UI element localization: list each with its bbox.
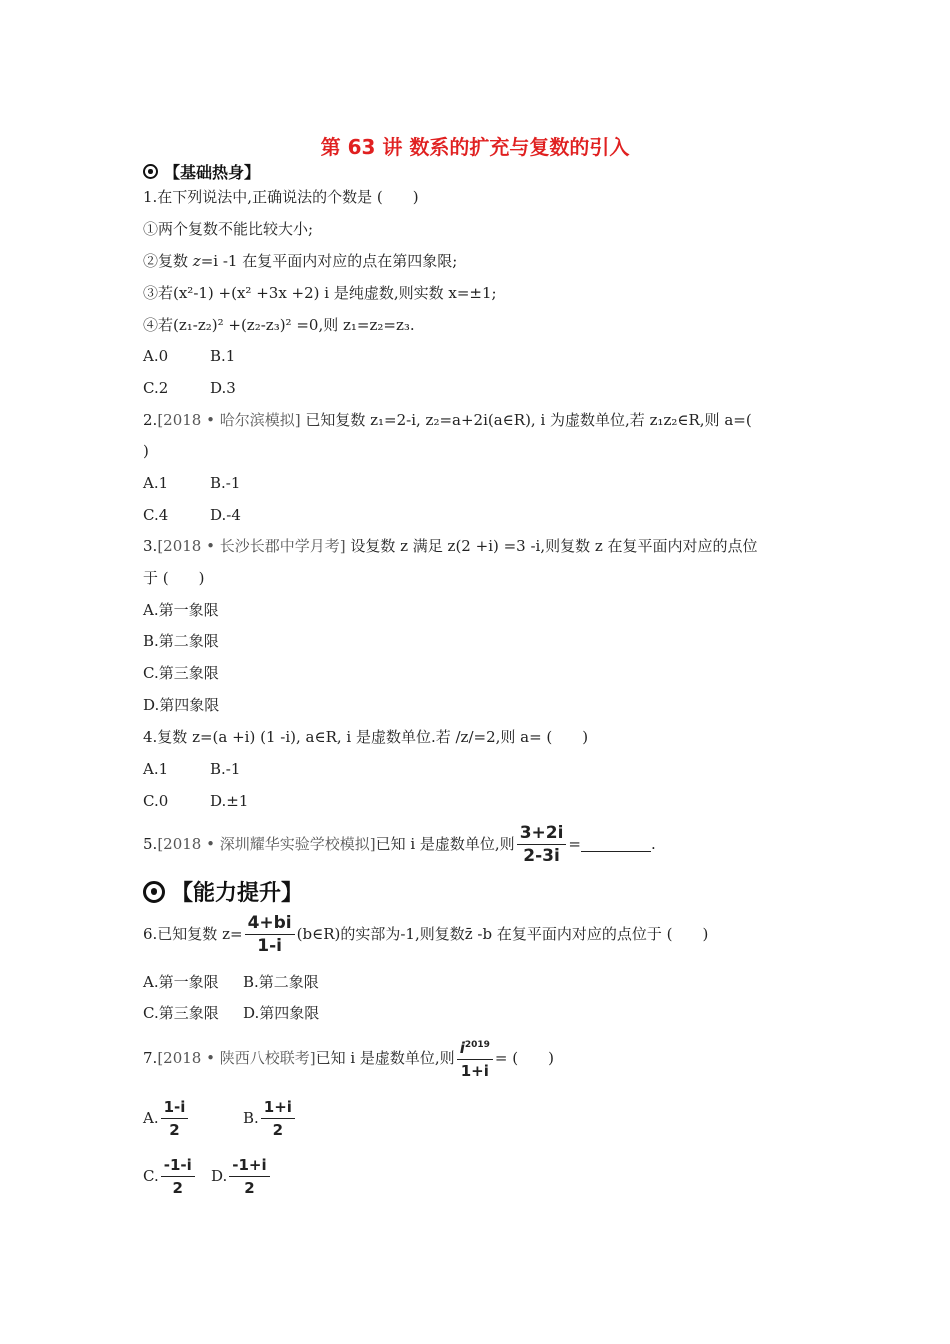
q4-option-c: C.0 (143, 792, 169, 810)
q2-stem-cont: ) (143, 442, 149, 460)
bullseye-icon (143, 881, 165, 903)
q2-options-row-2 (143, 505, 241, 525)
q2-stem: 2.[2018 • 哈尔滨模拟] 已知复数 z₁=2-i, z₂=a+2i(a∈R), i 为虚数单位,若 z₁z₂∈R,则 a=( (143, 411, 752, 429)
q7-option-d: D. $\frac{-1+i}{2}$ (211, 1152, 272, 1200)
q3-option-b: B.第二象限 (143, 632, 219, 650)
q7-option-b: B. $\frac{1+i}{2}$ (243, 1094, 297, 1142)
q2-option-b: B.-1 (210, 474, 241, 492)
q7-option-c-fraction: $\frac{-1-i}{2}$ (161, 1154, 195, 1199)
q3-option-c: C.第三象限 (143, 664, 219, 682)
q7-option-c: C. $\frac{-1-i}{2}$ (143, 1152, 211, 1200)
q5-fraction: $\frac{3+2i}{2-3i}$ (517, 822, 567, 867)
q5-stem: 5. [2018 • 深圳耀华实验学校模拟] 已知 i 是虚数单位,则 $\frac{3+2i}{2-3i}$ = . (143, 820, 656, 868)
q5-source: [2018 • 深圳耀华实验学校模拟] (157, 835, 376, 853)
q6-options-row-2 (143, 1003, 319, 1023)
q6-option-a: A.第一象限 (143, 973, 219, 991)
q3-source: [2018 • 长沙长郡中学月考] (157, 537, 346, 555)
q7-stem: 7. [2018 • 陕西八校联考] 已知 i 是虚数单位,则 $\frac{i^{2019}}{1+i}$ = ( ) (143, 1034, 554, 1082)
q1-statement-1: ①两个复数不能比较大小; (143, 220, 314, 238)
q3-stem-cont: 于 ( ) (143, 569, 205, 587)
q4-option-b: B.-1 (210, 760, 241, 778)
q4-stem: 4.复数 z=(a +i) (1 -i), a∈R, i 是虚数单位.若 /z/=2,则 a= ( ) (143, 728, 589, 746)
q7-options-row-2 (143, 1152, 272, 1200)
q1-option-c: C.2 (143, 379, 169, 397)
q1-statement-3: ③若(x²-1) +(x² +3x +2) i 是纯虚数,则实数 x=±1; (143, 284, 497, 302)
q7-option-b-fraction: $\frac{1+i}{2}$ (261, 1096, 295, 1141)
page-title: 第 63 讲 数系的扩充与复数的引入 (320, 135, 630, 159)
q4-options-row-2 (143, 791, 248, 811)
q6-stem: 6.已知复数 z= $\frac{4+bi}{1-i}$ (b∈R)的实部为-1,则复数z̄ -b 在复平面内对应的点位于 ( ) (143, 912, 709, 956)
q1-option-b: B.1 (210, 347, 236, 365)
q6-options-row-1 (143, 972, 319, 992)
q1-stem: 1.在下列说法中,正确说法的个数是 ( ) (143, 188, 419, 206)
q7-option-a: A. $\frac{1-i}{2}$ (143, 1094, 243, 1142)
q2-source: [2018 • 哈尔滨模拟] (157, 411, 301, 429)
q3-stem: 3.[2018 • 长沙长郡中学月考] 设复数 z 满足 z(2 +i) =3 -i,则复数 z 在复平面内对应的点位 (143, 537, 758, 555)
section-advanced-label: 【能力提升】 (171, 881, 304, 906)
q2-option-c: C.4 (143, 506, 169, 524)
q7-options-row-1 (143, 1094, 297, 1142)
q6-option-c: C.第三象限 (143, 1004, 219, 1022)
q1-statement-4: ④若(z₁-z₂)² +(z₂-z₃)² =0,则 z₁=z₂=z₃. (143, 316, 415, 334)
section-basic-label: 【基础热身】 (164, 163, 261, 182)
q7-option-a-fraction: $\frac{1-i}{2}$ (161, 1096, 189, 1141)
q5-answer-blank (581, 837, 651, 852)
q1-option-a: A.0 (143, 347, 169, 365)
q2-option-a: A.1 (143, 474, 169, 492)
section-basic-heading (143, 160, 260, 183)
section-advanced-heading (143, 876, 303, 907)
q7-fraction: $\frac{i^{2019}}{1+i}$ (457, 1034, 493, 1082)
q1-option-d: D.3 (210, 379, 236, 397)
q6-option-d: D.第四象限 (243, 1004, 320, 1022)
q4-options-row-1 (143, 759, 240, 779)
q2-options-row-1 (143, 473, 240, 493)
q6-fraction: $\frac{4+bi}{1-i}$ (245, 912, 295, 957)
q1-statement-2: ②复数 z=i -1 在复平面内对应的点在第四象限; (143, 252, 458, 270)
bullseye-icon (143, 164, 158, 179)
q2-option-d: D.-4 (210, 506, 241, 524)
q4-option-a: A.1 (143, 760, 169, 778)
q7-source: [2018 • 陕西八校联考] (157, 1049, 316, 1067)
q3-option-d: D.第四象限 (143, 696, 220, 714)
q1-options-row-2 (143, 378, 236, 398)
q7-option-d-fraction: $\frac{-1+i}{2}$ (229, 1154, 269, 1199)
q3-option-a: A.第一象限 (143, 601, 219, 619)
q1-options-row-1 (143, 346, 235, 366)
q4-option-d: D.±1 (210, 792, 249, 810)
q6-option-b: B.第二象限 (243, 973, 319, 991)
